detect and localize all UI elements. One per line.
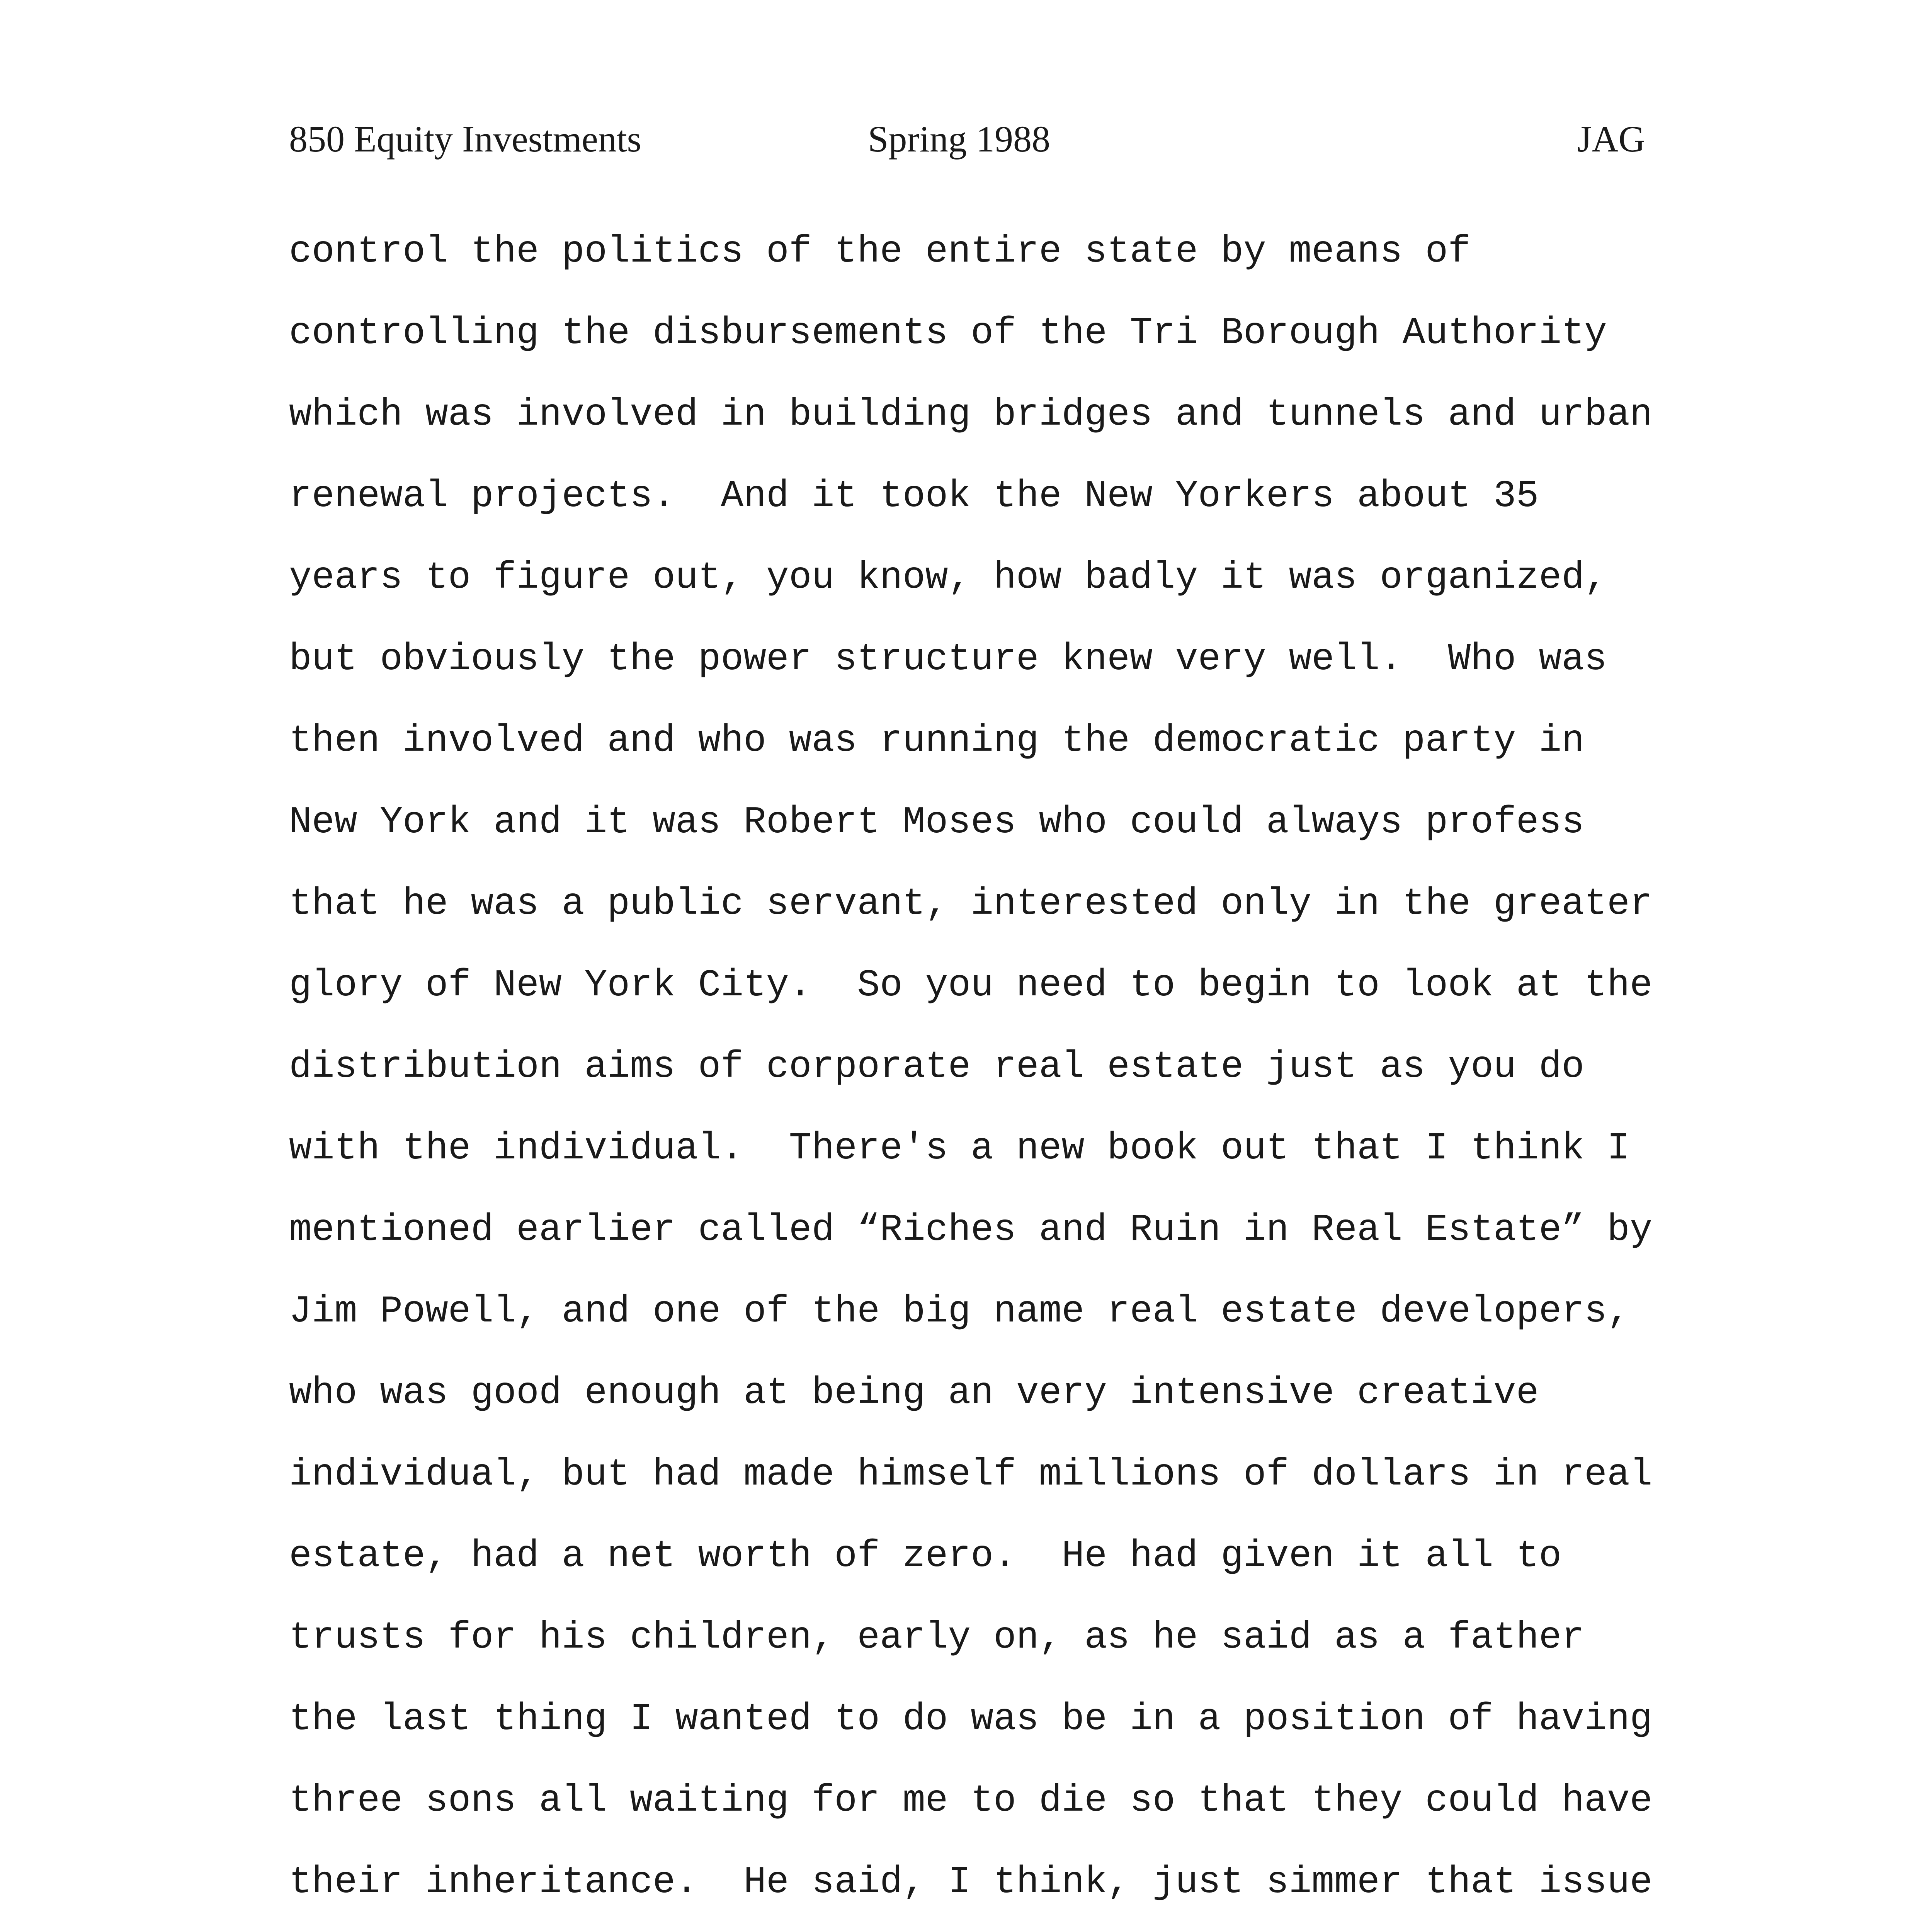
course-title: 850 Equity Investments [289,118,641,160]
text-line: which was involved in building bridges and tunnels and urban [289,393,1653,436]
transcript-body [289,227,1719,1932]
text-line: but obviously the power structure knew very well. Who was [289,638,1607,681]
text-line: control the politics of the entire state by means of [289,230,1471,273]
text-line: distribution aims of corporate real estate just as you do [289,1046,1585,1088]
text-line: mentioned earlier called “Riches and Ruin in Real Estate” by [289,1209,1653,1252]
text-line: then involved and who was running the democratic party in [289,719,1585,762]
text-line: New York and it was Robert Moses who could always profess [289,801,1585,844]
text-line: with the individual. There's a new book out that I think I [289,1127,1630,1170]
text-line: Jim Powell, and one of the big name real estate developers, [289,1290,1630,1333]
text-line: years to figure out, you know, how badly it was organized, [289,556,1607,599]
text-line: that he was a public servant, interested only in the greater [289,883,1653,925]
term-label: Spring 1988 [868,118,1051,160]
author-initials: JAG [1577,118,1645,160]
text-line: controlling the disbursements of the Tri Borough Authority [289,312,1607,355]
text-line: renewal projects. And it took the New Yorkers about 35 [289,475,1539,518]
text-line: glory of New York City. So you need to begin to look at the [289,964,1653,1007]
text-line: individual, but had made himself millions of dollars in real [289,1453,1653,1496]
text-line: three sons all waiting for me to die so that they could have [289,1779,1653,1822]
text-line: who was good enough at being an very intensive creative [289,1372,1539,1415]
text-line: estate, had a net worth of zero. He had given it all to [289,1535,1562,1578]
page-header [0,112,1932,166]
text-line: the last thing I wanted to do was be in a position of having [289,1698,1653,1741]
text-line: their inheritance. He said, I think, just simmer that issue [289,1861,1653,1904]
text-line: trusts for his children, early on, as he said as a father [289,1616,1585,1659]
